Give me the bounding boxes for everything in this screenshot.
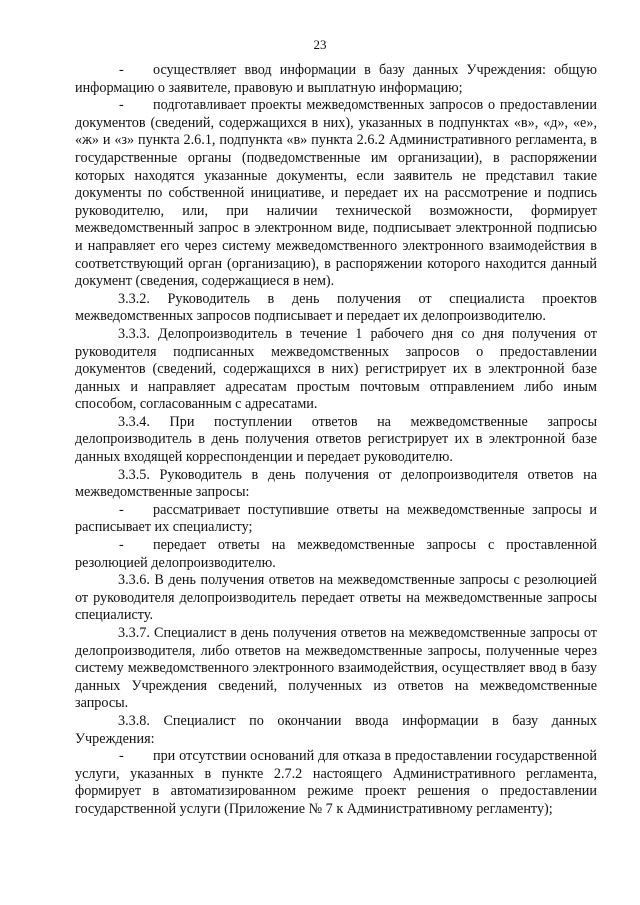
document-body bbox=[75, 62, 597, 819]
page-number: 23 bbox=[313, 37, 327, 52]
list-item bbox=[75, 537, 597, 572]
paragraph-3-3-7: 3.3.7. Специалист в день получения ответов на межведомственные запросы от делопроизводителя, либо ответов на межведомственные запросы, полученные через систему межведомственного электронного взаимодействия, осуществляет ввод в базу данных Учреждения сведений, полученных из ответов на межведомственные запросы. bbox=[75, 625, 597, 712]
paragraph-3-3-2: 3.3.2. Руководитель в день получения от специалиста проектов межведомственных запросов подписывает и передает их делопроизводителю. bbox=[75, 290, 597, 325]
dash-marker: - bbox=[119, 501, 124, 518]
list-item-text: подготавливает проекты межведомственных запросов о предоставлении документов (сведений, содержащихся в них), указанных в подпунктах «в», «д», «е», «ж» и «з» пункта 2.6.1, подпункта «в» пункта 2.6.2 Административного регламента, в государственные органы (подведомственные им организации), в распоряжении которых находятся указанные документы, если заявитель не представил такие документы по собственной инициативе, и передает их на рассмотрение и подпись руководителю, или, при наличии технической возможности, формирует межведомственный запрос в электронном виде, подписывает электронной подписью и направляет его через систему межведомственного электронного взаимодействия в соответствующий орган (организацию), в распоряжении которого находится данный документ (сведения, содержащиеся в нем). bbox=[75, 97, 597, 290]
dash-marker: - bbox=[119, 97, 124, 114]
list-item bbox=[75, 502, 597, 537]
dash-marker: - bbox=[119, 537, 124, 554]
dash-marker: - bbox=[119, 748, 124, 765]
paragraph-3-3-3: 3.3.3. Делопроизводитель в течение 1 рабочего дня со дня получения от руководителя подписанных межведомственных запросов о предоставлении документов (сведений, содержащихся в них) регистрирует их в электронной базе данных и направляет адресатам простым почтовым отправлением либо иным способом, согласованным с адресатами. bbox=[75, 325, 597, 413]
paragraph-3-3-5: 3.3.5. Руководитель в день получения от делопроизводителя ответов на межведомственные запросы: bbox=[75, 466, 597, 501]
list-item bbox=[75, 97, 597, 291]
list-item bbox=[75, 62, 597, 97]
list-item bbox=[75, 748, 597, 818]
list-item-text: при отсутствии оснований для отказа в предоставлении государственной услуги, указанных в пункте 2.7.2 настоящего Административного регламента, формирует в автоматизированном режиме проект решения о предоставлении государственной услуги (Приложение № 7 к Административному регламенту); bbox=[75, 748, 597, 817]
paragraph-3-3-6: 3.3.6. В день получения ответов на межведомственные запросы с резолюцией от руководителя делопроизводитель передает ответы на межведомственные запросы специалисту. bbox=[75, 572, 597, 624]
paragraph-3-3-8: 3.3.8. Специалист по окончании ввода информации в базу данных Учреждения: bbox=[75, 712, 597, 747]
paragraph-3-3-4: 3.3.4. При поступлении ответов на межведомственные запросы делопроизводитель в день получения ответов регистрирует их в электронной базе данных входящей корреспонденции и передает руководителю. bbox=[75, 413, 597, 466]
list-item-text: рассматривает поступившие ответы на межведомственные запросы и расписывает их специалисту; bbox=[75, 501, 597, 536]
dash-marker: - bbox=[119, 62, 124, 78]
list-item-text: передает ответы на межведомственные запросы с проставленной резолюцией делопроизводителю. bbox=[75, 537, 597, 571]
list-item-text: осуществляет ввод информации в базу данных Учреждения: общую информацию о заявителе, правовую и выплатную информацию; bbox=[75, 62, 597, 96]
